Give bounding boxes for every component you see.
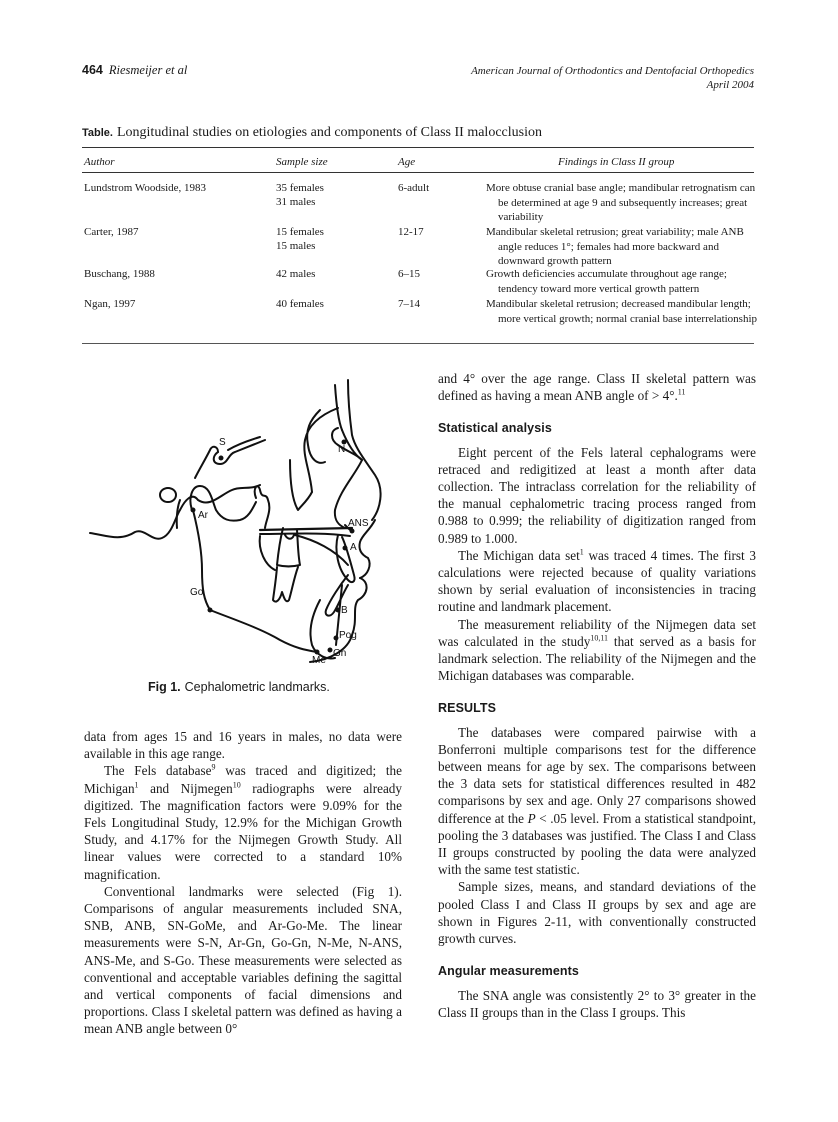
table-row-2-sample	[276, 225, 324, 253]
table-row-2-age: 12-17	[398, 226, 424, 238]
paragraph	[438, 547, 756, 616]
landmark-label-A: A	[350, 542, 357, 553]
table-header-sample-size: Sample size	[276, 156, 328, 168]
section-heading-statistical-analysis: Statistical analysis	[438, 421, 552, 436]
table-row-1-findings	[486, 181, 758, 225]
figure-caption-text: Cephalometric landmarks.	[184, 680, 330, 694]
text-run: was traced 4 times. The first 3 calculations were rejected because of quality variations shown by serial evaluation of inconsistencies in tracing routine and landmark placement.	[438, 547, 756, 615]
sample-line: 35 females	[276, 182, 324, 194]
table-row-4-age: 7–14	[398, 298, 420, 310]
text-run: < .05 level. From a statistical standpoint, pooling the 3 databases was justified. The Class I and Class II groups constructed by pooling the data were analyzed with the same test statistic.	[438, 810, 756, 878]
table-row-3-sample	[276, 267, 315, 281]
sample-line: 40 females	[276, 298, 324, 310]
paragraph: The SNA angle was consistently 2° to 3° greater in the Class II groups than in the Class I groups. This	[438, 987, 756, 1020]
paragraph: Eight percent of the Fels lateral cephalograms were retraced and redigitized at least a month after data collection. The intraclass correlation for the reliability of the manual cephalometric tracing process ranged from 0.988 to 0.999; the reliability of digitization ranged from 0.989 to 1.000.	[438, 444, 756, 546]
paragraph	[84, 762, 402, 882]
landmark-label-B: B	[341, 605, 348, 616]
landmark-label-Me: Me	[312, 655, 326, 666]
table-row-4-sample	[276, 297, 324, 311]
citation-ref: 9	[211, 763, 216, 773]
table-row-3-findings	[486, 267, 758, 296]
table-row-1-sample	[276, 181, 324, 209]
citation-ref: 1	[134, 780, 139, 790]
citation-ref: 10,11	[590, 633, 609, 643]
sample-line: 42 males	[276, 268, 316, 280]
text-run: The databases were compared pairwise with a Bonferroni multiple comparisons test for the difference between means for age by sex. The comparisons between the 3 data sets for statistical differences resulted in 482 comparisons by sex and age. Only 27 comparisons showed difference at the	[438, 724, 756, 826]
landmark-label-Pog: Pog	[339, 630, 357, 641]
page-number: 464	[82, 63, 103, 77]
text-run: and Nijmegen	[138, 780, 233, 796]
table-row-1-age: 6-adult	[398, 182, 430, 194]
table-header-rule	[82, 172, 754, 173]
findings-text: Mandibular skeletal retrusion; decreased mandibular length; more vertical growth; normal cranial base interrelationship	[486, 298, 758, 325]
section-heading-angular-measurements: Angular measurements	[438, 964, 579, 979]
text-run: The Michigan data set	[458, 547, 580, 563]
table-header-age: Age	[398, 156, 416, 168]
running-head-authors: Riesmeijer et al	[108, 63, 188, 77]
landmark-label-Ar: Ar	[198, 510, 208, 521]
table-header-findings: Findings in Class II group	[558, 156, 675, 168]
findings-text: Mandibular skeletal retrusion; great variability; male ANB angle reduces 1°; females had more backward and downward growth pattern	[486, 226, 744, 268]
table-row-2-findings	[486, 225, 758, 269]
landmark-label-N: N	[338, 444, 346, 455]
table-label: Table.	[82, 127, 113, 139]
sample-line: 15 females	[276, 226, 324, 238]
journal-name: American Journal of Orthodontics and Dentofacial Orthopedics	[471, 65, 754, 77]
table-row-3-age: 6–15	[398, 268, 420, 280]
running-head-left	[82, 63, 187, 78]
table-row-2-author: Carter, 1987	[84, 226, 139, 238]
table-bottom-rule	[82, 343, 754, 344]
issue-date: April 2004	[706, 79, 754, 91]
text-run: The measurement reliability of the Nijmegen data set was calculated in the study	[438, 616, 756, 649]
landmark-label-ANS: ANS	[348, 518, 369, 529]
text-run: was traced and digitized; the Michigan	[84, 763, 402, 796]
table-caption	[82, 125, 542, 141]
table-caption-text: Longitudinal studies on etiologies and components of Class II malocclusion	[116, 125, 542, 140]
citation-ref: 11	[677, 387, 686, 397]
text-run: that served as a basis for landmark selection. The reliability of the Nijmegen and the Michigan databases was comparable.	[438, 633, 756, 684]
landmark-label-Go: Go	[190, 587, 204, 598]
right-column	[438, 370, 756, 1021]
text-run: The Fels database	[104, 763, 212, 779]
text-run: radiographs were already digitized. The magnification factors were 9.09% for the Fels Longitudinal Study, 12.9% for the Michigan Growth Study, and 4.17% for the Nijmegen Growth Study. All linear values were corrected to a standard 10% magnification.	[84, 780, 402, 882]
citation-ref: 1	[579, 547, 584, 557]
paragraph	[438, 616, 756, 685]
table-top-rule	[82, 147, 754, 148]
landmark-label-S: S	[219, 437, 226, 448]
citation-ref: 10	[232, 780, 241, 790]
table-row-4-author: Ngan, 1997	[84, 298, 136, 310]
table-row-3-author: Buschang, 1988	[84, 268, 155, 280]
sample-line: 15 males	[276, 240, 316, 252]
paragraph	[438, 724, 756, 879]
findings-text: Growth deficiencies accumulate throughout age range; tendency toward more vertical growth pattern	[486, 268, 727, 295]
cephalometric-figure	[80, 360, 410, 670]
figure-caption	[148, 680, 330, 694]
left-column	[84, 728, 402, 1038]
table-row-4-findings	[486, 297, 758, 326]
text-run: P	[527, 810, 536, 826]
landmark-label-Gn: Gn	[333, 648, 347, 659]
table-row-1-author: Lundstrom Woodside, 1983	[84, 182, 207, 194]
table-header-author: Author	[84, 156, 115, 168]
paragraph: Sample sizes, means, and standard deviations of the pooled Class I and Class II groups by sex and age are shown in Figures 2-11, with conventionally constructed growth curves.	[438, 879, 756, 947]
figure-label: Fig 1.	[148, 680, 181, 694]
paragraph	[438, 370, 756, 404]
text-run: and 4° over the age range. Class II skeletal pattern was defined as having a mean ANB angle of > 4°.	[438, 371, 756, 404]
paragraph: data from ages 15 and 16 years in males, no data were available in this age range.	[84, 729, 402, 762]
findings-text: More obtuse cranial base angle; mandibular retrognatism can be determined at age 9 and subsequently increases; great variability	[486, 182, 756, 224]
sample-line: 31 males	[276, 196, 316, 208]
paragraph: Conventional landmarks were selected (Fig 1). Comparisons of angular measurements included SNA, SNB, ANB, SN-GoMe, and Ar-Go-Me. The linear measurements were S-N, Ar-Gn, Go-Gn, N-Me, N-ANS, ANS-Me, and S-Go. These measurements were selected as conventional and acceptable variables defining the sagittal and vertical components of facial dimensions and proportions. Class I skeletal pattern was defined as having a mean ANB angle between 0°	[84, 883, 402, 1037]
section-heading-results: RESULTS	[438, 701, 497, 716]
running-head-right	[471, 64, 754, 92]
